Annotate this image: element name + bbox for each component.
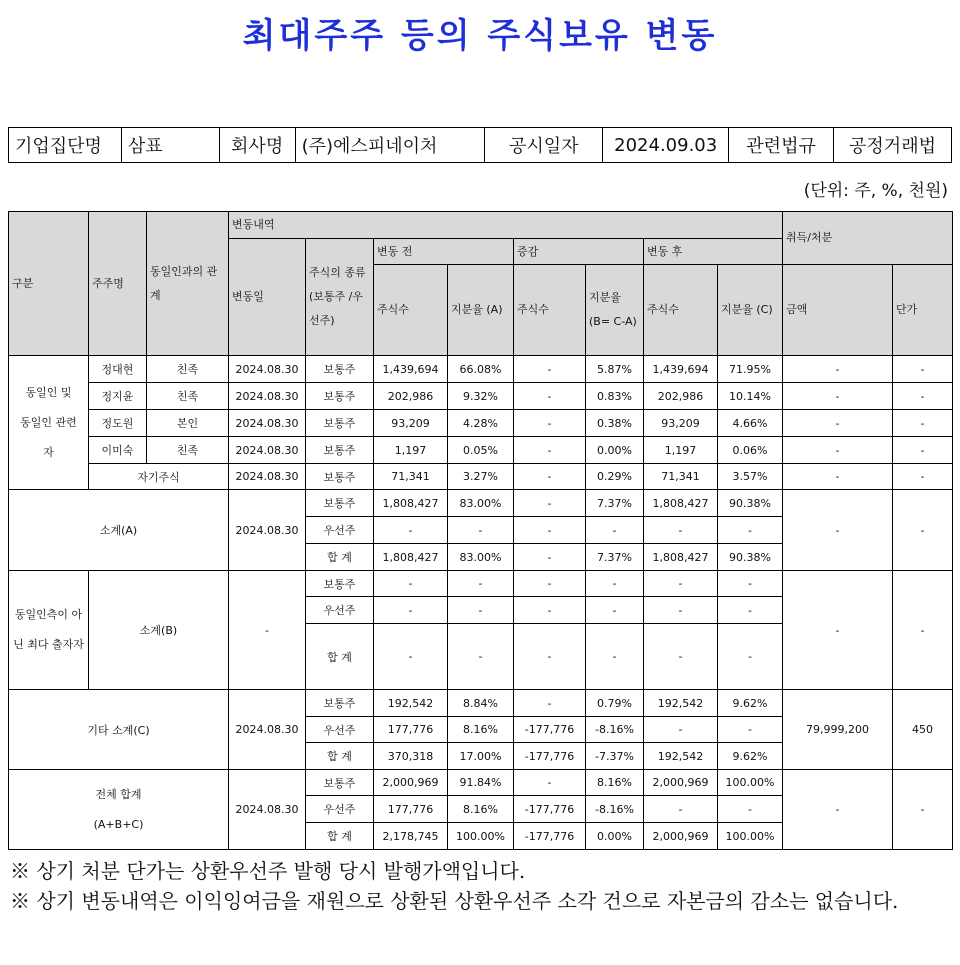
- after-shares: 1,808,427: [644, 490, 718, 517]
- after-ratio: 90.38%: [718, 544, 783, 571]
- header-ratio-a: 지분율 (A): [448, 265, 514, 356]
- before-shares: -: [374, 571, 448, 597]
- share-type: 보통주: [306, 770, 374, 796]
- table-row: [9, 464, 953, 490]
- before-ratio: 3.27%: [448, 464, 514, 490]
- delta-shares: -: [514, 690, 586, 717]
- after-shares: 2,000,969: [644, 823, 718, 850]
- price: 450: [893, 690, 953, 770]
- amount: -: [783, 571, 893, 690]
- subtotal-c-label: 기타 소계(C): [9, 690, 229, 770]
- header-category: 구분: [9, 212, 89, 356]
- before-ratio: -: [448, 624, 514, 690]
- after-shares: -: [644, 571, 718, 597]
- share-type: 합 계: [306, 624, 374, 690]
- delta-ratio: -: [586, 571, 644, 597]
- change-date: 2024.08.30: [229, 410, 306, 437]
- after-ratio: 3.57%: [718, 464, 783, 490]
- holder-name: 이미숙: [89, 437, 147, 464]
- share-type: 보통주: [306, 571, 374, 597]
- delta-ratio: 0.38%: [586, 410, 644, 437]
- share-type: 우선주: [306, 517, 374, 544]
- share-type: 우선주: [306, 597, 374, 624]
- delta-ratio: 0.29%: [586, 464, 644, 490]
- amount: -: [783, 490, 893, 571]
- after-shares: 71,341: [644, 464, 718, 490]
- delta-shares: -177,776: [514, 823, 586, 850]
- after-ratio: 10.14%: [718, 383, 783, 410]
- change-date: 2024.08.30: [229, 464, 306, 490]
- header-acquisition: 취득/처분: [783, 212, 953, 265]
- before-ratio: 8.16%: [448, 717, 514, 743]
- change-date: 2024.08.30: [229, 437, 306, 464]
- change-date: 2024.08.30: [229, 770, 306, 850]
- date-label: 공시일자: [485, 128, 603, 163]
- before-shares: 177,776: [374, 796, 448, 823]
- before-shares: 1,439,694: [374, 356, 448, 383]
- before-ratio: 8.16%: [448, 796, 514, 823]
- before-ratio: 8.84%: [448, 690, 514, 717]
- after-shares: 202,986: [644, 383, 718, 410]
- relation: 친족: [147, 437, 229, 464]
- before-shares: 1,808,427: [374, 490, 448, 517]
- delta-shares: -: [514, 410, 586, 437]
- before-shares: 93,209: [374, 410, 448, 437]
- group-value: 삼표: [121, 128, 219, 163]
- delta-shares: -: [514, 383, 586, 410]
- share-type: 보통주: [306, 383, 374, 410]
- unit-note: (단위: 주, %, 천원): [803, 181, 948, 201]
- delta-shares: -: [514, 571, 586, 597]
- table-row: [9, 437, 953, 464]
- delta-ratio: -8.16%: [586, 717, 644, 743]
- price: -: [893, 464, 953, 490]
- group-label: 기업집단명: [9, 128, 122, 163]
- share-type: 보통주: [306, 356, 374, 383]
- total-label-line1: 전체 합계: [95, 787, 142, 801]
- after-ratio: -: [718, 571, 783, 597]
- delta-ratio: 8.16%: [586, 770, 644, 796]
- after-shares: 93,209: [644, 410, 718, 437]
- amount: -: [783, 383, 893, 410]
- after-ratio: 100.00%: [718, 823, 783, 850]
- header-delta: 증감: [514, 239, 644, 265]
- header-ratio-c: 지분율 (C): [718, 265, 783, 356]
- header-after: 변동 후: [644, 239, 783, 265]
- before-shares: 1,808,427: [374, 544, 448, 571]
- shareholding-change-table: [8, 211, 953, 850]
- share-type: 보통주: [306, 464, 374, 490]
- before-ratio: 17.00%: [448, 743, 514, 770]
- company-value: (주)에스피네이처: [295, 128, 485, 163]
- price: -: [893, 410, 953, 437]
- price: -: [893, 770, 953, 850]
- share-type: 우선주: [306, 796, 374, 823]
- delta-shares: -: [514, 624, 586, 690]
- after-ratio: -: [718, 796, 783, 823]
- date-value: 2024.09.03: [603, 128, 729, 163]
- amount: -: [783, 437, 893, 464]
- delta-ratio: 0.00%: [586, 437, 644, 464]
- share-type: 합 계: [306, 823, 374, 850]
- before-shares: 177,776: [374, 717, 448, 743]
- total-label-line2: (A+B+C): [93, 817, 144, 831]
- header-price: 단가: [893, 265, 953, 356]
- before-ratio: -: [448, 517, 514, 544]
- footnote-2: ※ 상기 변동내역은 이익잉여금을 재원으로 상환된 상환우선주 소각 건으로 자본금의 감소는 없습니다.: [10, 889, 899, 913]
- amount: -: [783, 356, 893, 383]
- change-date: 2024.08.30: [229, 383, 306, 410]
- delta-shares: -: [514, 490, 586, 517]
- after-shares: 192,542: [644, 690, 718, 717]
- price: -: [893, 356, 953, 383]
- before-ratio: 100.00%: [448, 823, 514, 850]
- before-shares: 370,318: [374, 743, 448, 770]
- delta-shares: -177,776: [514, 796, 586, 823]
- delta-ratio: 0.83%: [586, 383, 644, 410]
- table-row: [9, 571, 953, 597]
- company-label: 회사명: [219, 128, 295, 163]
- delta-ratio: -: [586, 517, 644, 544]
- table-row: [9, 690, 953, 717]
- before-shares: -: [374, 597, 448, 624]
- amount: 79,999,200: [783, 690, 893, 770]
- share-type: 합 계: [306, 544, 374, 571]
- total-label: [9, 770, 229, 850]
- before-shares: 2,000,969: [374, 770, 448, 796]
- price: -: [893, 437, 953, 464]
- subtotal-a-label: 소계(A): [9, 490, 229, 571]
- table-row: [9, 490, 953, 517]
- after-shares: 192,542: [644, 743, 718, 770]
- group2-label: 동일인측이 아닌 최다 출자자: [9, 571, 89, 690]
- amount: -: [783, 464, 893, 490]
- change-date: 2024.08.30: [229, 490, 306, 571]
- after-shares: 2,000,969: [644, 770, 718, 796]
- holder-name: 정대현: [89, 356, 147, 383]
- delta-shares: -: [514, 597, 586, 624]
- header-ratio-ba: 지분율 (B= C-A): [586, 265, 644, 356]
- before-shares: 1,197: [374, 437, 448, 464]
- subtotal-b-label: 소계(B): [89, 571, 229, 690]
- after-ratio: -: [718, 717, 783, 743]
- amount: -: [783, 410, 893, 437]
- holder-name: 정도원: [89, 410, 147, 437]
- header-relation: 동일인과의 관계: [147, 212, 229, 356]
- amount: -: [783, 770, 893, 850]
- law-value: 공정거래법: [834, 128, 952, 163]
- holder-name: 정지윤: [89, 383, 147, 410]
- table-row: [9, 410, 953, 437]
- before-shares: 202,986: [374, 383, 448, 410]
- share-type: 보통주: [306, 690, 374, 717]
- delta-shares: -: [514, 356, 586, 383]
- after-ratio: -: [718, 597, 783, 624]
- price: -: [893, 490, 953, 571]
- header-change-date: 변동일: [229, 239, 306, 356]
- delta-ratio: 0.79%: [586, 690, 644, 717]
- after-ratio: 0.06%: [718, 437, 783, 464]
- after-shares: -: [644, 517, 718, 544]
- after-ratio: 9.62%: [718, 690, 783, 717]
- table-row: [9, 770, 953, 796]
- delta-ratio: -8.16%: [586, 796, 644, 823]
- table-row: [9, 356, 953, 383]
- share-type: 합 계: [306, 743, 374, 770]
- page-title: 최대주주 등의 주식보유 변동: [242, 16, 718, 56]
- delta-shares: -177,776: [514, 717, 586, 743]
- before-shares: -: [374, 517, 448, 544]
- header-amount: 금액: [783, 265, 893, 356]
- group1-label: 동일인 및 동일인 관련자: [9, 356, 89, 490]
- delta-shares: -: [514, 544, 586, 571]
- delta-shares: -177,776: [514, 743, 586, 770]
- delta-shares: -: [514, 517, 586, 544]
- delta-ratio: 5.87%: [586, 356, 644, 383]
- relation: 본인: [147, 410, 229, 437]
- before-ratio: 91.84%: [448, 770, 514, 796]
- treasury-label: 자기주식: [89, 464, 229, 490]
- after-ratio: 71.95%: [718, 356, 783, 383]
- before-ratio: 66.08%: [448, 356, 514, 383]
- disclosure-info-table: [8, 127, 952, 163]
- header-change-section: 변동내역: [229, 212, 783, 239]
- before-shares: 71,341: [374, 464, 448, 490]
- share-type: 보통주: [306, 410, 374, 437]
- header-share-type: 주식의 종류 (보통주 /우선주): [306, 239, 374, 356]
- delta-ratio: -: [586, 597, 644, 624]
- table-row: [9, 383, 953, 410]
- after-ratio: 9.62%: [718, 743, 783, 770]
- before-shares: 192,542: [374, 690, 448, 717]
- delta-ratio: 0.00%: [586, 823, 644, 850]
- share-type: 우선주: [306, 717, 374, 743]
- delta-ratio: 7.37%: [586, 490, 644, 517]
- before-ratio: 83.00%: [448, 544, 514, 571]
- before-shares: -: [374, 624, 448, 690]
- after-ratio: 4.66%: [718, 410, 783, 437]
- share-type: 보통주: [306, 490, 374, 517]
- delta-ratio: -7.37%: [586, 743, 644, 770]
- before-ratio: -: [448, 571, 514, 597]
- delta-shares: -: [514, 770, 586, 796]
- price: -: [893, 383, 953, 410]
- before-ratio: 9.32%: [448, 383, 514, 410]
- header-after-shares: 주식수: [644, 265, 718, 356]
- share-type: 보통주: [306, 437, 374, 464]
- delta-shares: -: [514, 437, 586, 464]
- change-date: 2024.08.30: [229, 690, 306, 770]
- after-shares: -: [644, 624, 718, 690]
- after-ratio: -: [718, 517, 783, 544]
- header-before-shares: 주식수: [374, 265, 448, 356]
- after-shares: -: [644, 796, 718, 823]
- after-shares: 1,197: [644, 437, 718, 464]
- delta-shares: -: [514, 464, 586, 490]
- after-shares: -: [644, 597, 718, 624]
- header-before: 변동 전: [374, 239, 514, 265]
- after-shares: 1,439,694: [644, 356, 718, 383]
- before-ratio: 0.05%: [448, 437, 514, 464]
- before-shares: 2,178,745: [374, 823, 448, 850]
- after-ratio: 100.00%: [718, 770, 783, 796]
- after-ratio: 90.38%: [718, 490, 783, 517]
- after-ratio: -: [718, 624, 783, 690]
- before-ratio: -: [448, 597, 514, 624]
- header-holder: 주주명: [89, 212, 147, 356]
- before-ratio: 4.28%: [448, 410, 514, 437]
- change-date: 2024.08.30: [229, 356, 306, 383]
- before-ratio: 83.00%: [448, 490, 514, 517]
- relation: 친족: [147, 383, 229, 410]
- footnotes: [10, 856, 950, 916]
- header-delta-shares: 주식수: [514, 265, 586, 356]
- delta-ratio: -: [586, 624, 644, 690]
- delta-ratio: 7.37%: [586, 544, 644, 571]
- after-shares: -: [644, 717, 718, 743]
- relation: 친족: [147, 356, 229, 383]
- after-shares: 1,808,427: [644, 544, 718, 571]
- law-label: 관련법규: [729, 128, 834, 163]
- price: -: [893, 571, 953, 690]
- footnote-1: ※ 상기 처분 단가는 상환우선주 발행 당시 발행가액입니다.: [10, 859, 526, 883]
- change-date: -: [229, 571, 306, 690]
